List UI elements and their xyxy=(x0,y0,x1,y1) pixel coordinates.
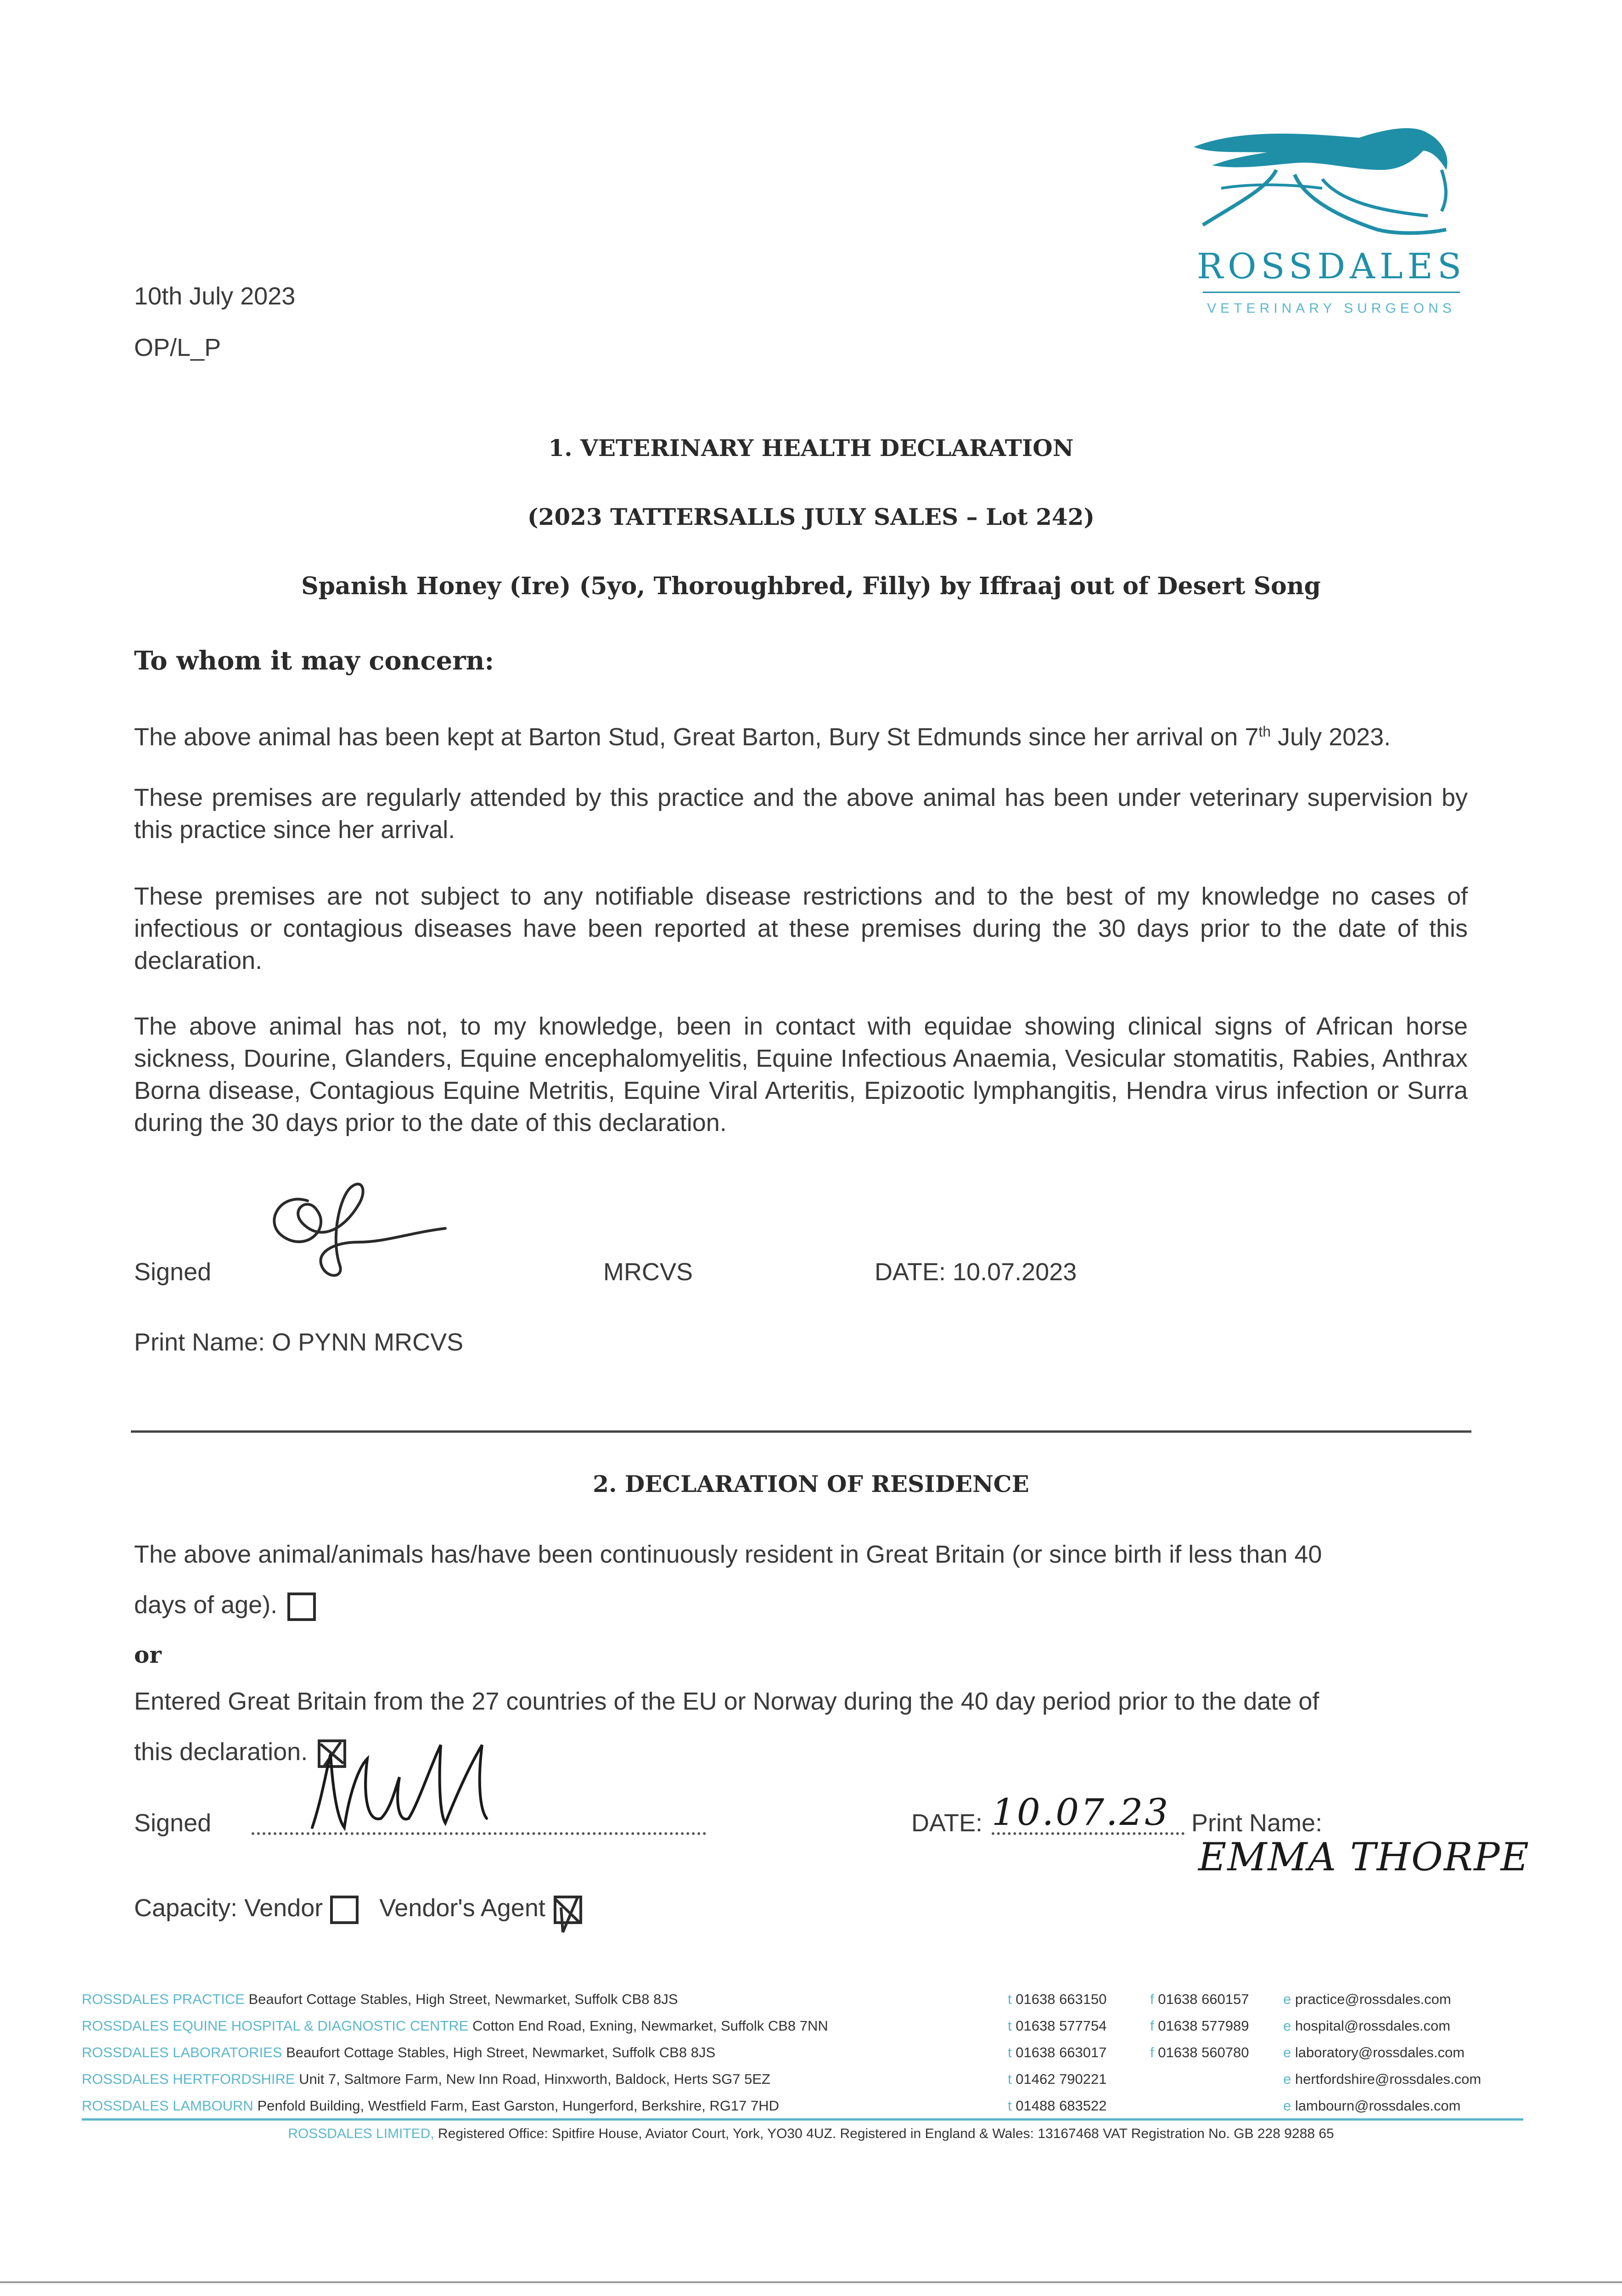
footer-fax: f 01638 660157 xyxy=(1150,1991,1249,2007)
vendor-handwritten-name: EMMA THORPE xyxy=(1198,1835,1530,1880)
vendor-print-name-label: Print Name: xyxy=(1191,1809,1323,1837)
capacity-vendor-checkbox[interactable] xyxy=(330,1896,359,1924)
footer-lambourn-address: Penfold Building, Westfield Farm, East Garston, Hungerford, Berkshire, RG17 7HD xyxy=(257,2098,780,2114)
footer-tel: t 01638 663150 xyxy=(1008,1991,1107,2007)
logo-divider xyxy=(1203,292,1460,293)
letter-reference: OP/L_P xyxy=(134,334,221,361)
footer-email[interactable]: e laboratory@rossdales.com xyxy=(1283,2044,1465,2060)
horse-description: Spanish Honey (Ire) (5yo, Thoroughbred, Filly) by Iffraaj out of Desert Song xyxy=(301,572,1321,600)
capacity-row xyxy=(134,1892,582,1924)
vet-signature xyxy=(253,1173,455,1283)
section1-subtitle: (2023 TATTERSALLS JULY SALES – Lot 242) xyxy=(527,503,1095,530)
footer-practice-name: ROSSDALES PRACTICE xyxy=(82,1991,245,2007)
section-divider xyxy=(131,1430,1471,1433)
footer-email[interactable]: e practice@rossdales.com xyxy=(1283,1991,1451,2007)
footer-telephones xyxy=(1008,1986,1107,2119)
footer-hospital-name: ROSSDALES EQUINE HOSPITAL & DIAGNOSTIC CENTRE xyxy=(82,2018,469,2034)
footer-tel: t 01462 790221 xyxy=(1008,2071,1107,2087)
footer-laboratories-name: ROSSDALES LABORATORIES xyxy=(82,2044,282,2060)
residence-option2-line1: Entered Great Britain from the 27 countries of the EU or Norway during the 40 day period prior to the date of xyxy=(134,1688,1319,1715)
footer-emails xyxy=(1283,1986,1481,2119)
residence-option2-text: this declaration. xyxy=(134,1738,308,1766)
footer-email[interactable]: e hospital@rossdales.com xyxy=(1283,2018,1451,2034)
footer-hospital-address: Cotton End Road, Exning, Newmarket, Suffolk CB8 7NN xyxy=(472,2018,828,2034)
footer-row xyxy=(82,2039,1000,2066)
footer-addresses xyxy=(82,1986,1000,2119)
horse-logo-icon xyxy=(1184,119,1478,257)
capacity-agent-label: Vendor's Agent xyxy=(379,1894,545,1922)
footer-email[interactable]: e lambourn@rossdales.com xyxy=(1283,2098,1461,2114)
footer-hertfordshire-address: Unit 7, Saltmore Farm, New Inn Road, Hinxworth, Baldock, Herts SG7 5EZ xyxy=(299,2071,770,2087)
vendor-date-label: DATE: xyxy=(911,1809,983,1837)
capacity-vendor-label: Capacity: Vendor xyxy=(134,1894,323,1922)
arrival-text-end: July 2023. xyxy=(1271,723,1391,751)
arrival-ordinal: th xyxy=(1258,723,1271,740)
footer-tel: t 01488 683522 xyxy=(1008,2098,1107,2114)
capacity-agent-checkbox[interactable] xyxy=(554,1896,582,1924)
vet-date: DATE: 10.07.2023 xyxy=(875,1258,1077,1286)
vet-print-name: Print Name: O PYNN MRCVS xyxy=(134,1328,464,1356)
arrival-text: The above animal has been kept at Barton Stud, Great Barton, Bury St Edmunds since her arrival on 7 xyxy=(134,723,1259,751)
footer-fax: f 01638 577989 xyxy=(1150,2018,1249,2034)
vendor-signed-label: Signed xyxy=(134,1809,212,1837)
footer-limited-text: Registered Office: Spitfire House, Aviator Court, York, YO30 4UZ. Registered in England & Wales: 13167468 VAT Registration No. GB 228 9288 65 xyxy=(438,2126,1334,2141)
footer-row xyxy=(82,2093,1000,2119)
section2-title: 2. DECLARATION OF RESIDENCE xyxy=(593,1470,1029,1497)
residence-option1-text: days of age). xyxy=(134,1591,278,1619)
salutation: To whom it may concern: xyxy=(134,646,494,676)
or-separator: or xyxy=(134,1641,162,1668)
vendor-signature xyxy=(294,1727,533,1837)
residence-option1-line1: The above animal/animals has/have been continuously resident in Great Britain (or since birth if less than 40 xyxy=(134,1541,1322,1568)
footer-limited-name: ROSSDALES LIMITED, xyxy=(288,2126,434,2141)
paragraph-arrival xyxy=(134,715,1465,753)
paragraph-contact-declaration: The above animal has not, to my knowledge, been in contact with equidae showing clinical signs of African horse sickness, Dourine, Glanders, Equine encephalomyelitis, Equine Infectious Anaemia, Vesicular stomatitis, Rabies, Anthrax Borna disease, Contagious Equine Metritis, Equine Viral Arteritis, Epizootic lymphangitis, Hendra virus infection or Surra during the 30 days prior to the date of this declaration. xyxy=(134,1013,1468,1137)
footer-row xyxy=(82,2013,1000,2039)
paragraph-disease-restrictions: These premises are not subject to any notifiable disease restrictions and to the best of my knowledge no cases of infectious or contagious diseases have been reported at these premises during the 30 days prior to the date of this declaration. xyxy=(134,883,1468,974)
footer-hertfordshire-name: ROSSDALES HERTFORDSHIRE xyxy=(82,2071,295,2087)
footer-row xyxy=(82,2066,1000,2093)
vendor-handwritten-date: 10.07.23 xyxy=(992,1791,1170,1834)
logo-subtitle: VETERINARY SURGEONS xyxy=(1207,301,1456,316)
footer-laboratories-address: Beaufort Cottage Stables, High Street, Newmarket, Suffolk CB8 8JS xyxy=(286,2044,716,2060)
scan-edge-line xyxy=(0,2281,1622,2283)
footer-lambourn-name: ROSSDALES LAMBOURN xyxy=(82,2098,253,2114)
residence-option1-checkbox[interactable] xyxy=(287,1593,316,1621)
check-mark-icon xyxy=(552,1894,584,1935)
footer-tel: t 01638 577754 xyxy=(1008,2018,1107,2034)
vet-mrcvs: MRCVS xyxy=(603,1258,693,1286)
footer-registration xyxy=(0,2121,1622,2147)
paragraph-supervision: These premises are regularly attended by this practice and the above animal has been under veterinary supervision by this practice since her arrival. xyxy=(134,784,1468,844)
footer-tel: t 01638 663017 xyxy=(1008,2044,1107,2060)
footer-practice-address: Beaufort Cottage Stables, High Street, Newmarket, Suffolk CB8 8JS xyxy=(248,1991,678,2007)
footer-fax: f 01638 560780 xyxy=(1150,2044,1249,2060)
logo-name: ROSSDALES xyxy=(1196,246,1466,287)
footer-row xyxy=(82,1986,1000,2013)
footer-faxes xyxy=(1150,1986,1249,2066)
section1-title: 1. VETERINARY HEALTH DECLARATION xyxy=(548,434,1074,461)
letter-date: 10th July 2023 xyxy=(134,282,296,310)
footer-email[interactable]: e hertfordshire@rossdales.com xyxy=(1283,2071,1482,2087)
residence-option1-line2 xyxy=(134,1589,316,1621)
vet-signed-label: Signed xyxy=(134,1258,212,1286)
rossdales-logo xyxy=(1184,119,1478,335)
